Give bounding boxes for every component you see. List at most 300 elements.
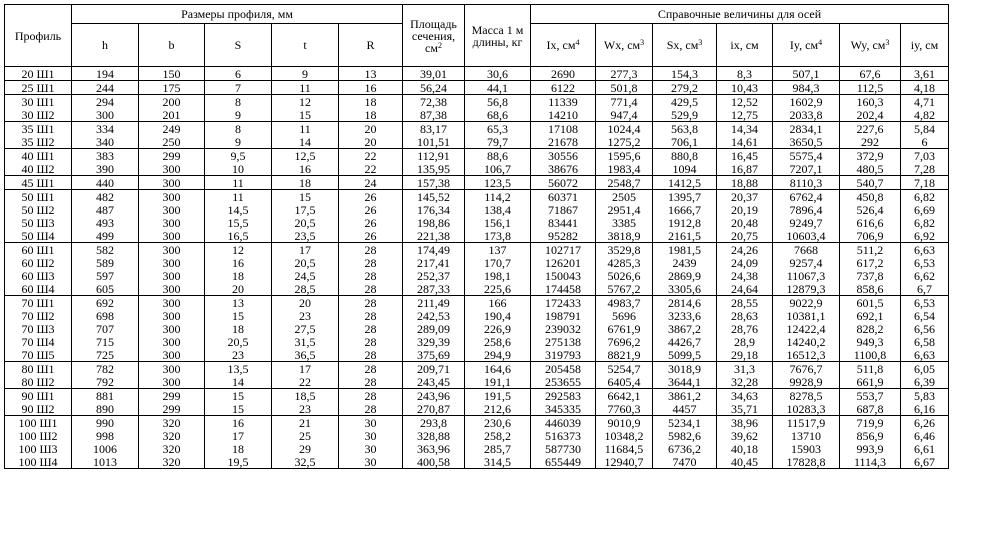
value-cell: 1666,7 (653, 203, 717, 216)
value-cell: 1412,5 (653, 176, 717, 190)
table-row (5, 335, 949, 348)
value-cell: 990 (72, 416, 139, 430)
value-cell: 11517,9 (773, 416, 840, 430)
value-cell: 258,2 (465, 429, 531, 442)
col-header-sup: 4 (575, 38, 580, 47)
value-cell: 18 (339, 95, 403, 109)
value-cell: 480,5 (840, 162, 901, 176)
value-cell: 28 (339, 389, 403, 403)
profile-cell: 60 Ш4 (5, 282, 72, 296)
value-cell: 209,71 (403, 362, 465, 376)
value-cell: 14210 (531, 108, 596, 122)
value-cell: 10283,3 (773, 402, 840, 416)
value-cell: 375,69 (403, 348, 465, 362)
value-cell: 1595,6 (596, 149, 653, 163)
value-cell: 15 (205, 402, 272, 416)
value-cell: 7,03 (901, 149, 949, 163)
value-cell: 26 (339, 229, 403, 243)
value-cell: 858,6 (840, 282, 901, 296)
value-cell: 20 (339, 135, 403, 149)
value-cell: 88,6 (465, 149, 531, 163)
table-row (5, 442, 949, 455)
table-row (5, 176, 949, 190)
value-cell: 2505 (596, 190, 653, 204)
value-cell: 14240,2 (773, 335, 840, 348)
value-cell: 10381,1 (773, 309, 840, 322)
value-cell: 10603,4 (773, 229, 840, 243)
value-cell: 285,7 (465, 442, 531, 455)
value-cell: 450,8 (840, 190, 901, 204)
value-cell: 252,37 (403, 269, 465, 282)
value-cell: 553,7 (840, 389, 901, 403)
value-cell: 1912,8 (653, 216, 717, 229)
value-cell: 1094 (653, 162, 717, 176)
table-row (5, 429, 949, 442)
value-cell: 16 (339, 81, 403, 95)
value-cell: 18 (205, 442, 272, 455)
profile-cell: 80 Ш2 (5, 375, 72, 389)
value-cell: 3233,6 (653, 309, 717, 322)
value-cell: 150043 (531, 269, 596, 282)
value-cell: 300 (139, 176, 205, 190)
value-cell: 17 (272, 243, 339, 257)
value-cell: 300 (139, 282, 205, 296)
table-row (5, 190, 949, 204)
value-cell: 1275,2 (596, 135, 653, 149)
value-cell: 289,09 (403, 322, 465, 335)
value-cell: 605 (72, 282, 139, 296)
col-header-wx (596, 24, 653, 67)
value-cell: 5575,4 (773, 149, 840, 163)
value-cell: 8278,5 (773, 389, 840, 403)
col-header-h (72, 24, 139, 67)
area-sup: 2 (437, 40, 442, 50)
value-cell: 4426,7 (653, 335, 717, 348)
value-cell: 137 (465, 243, 531, 257)
value-cell: 56,8 (465, 95, 531, 109)
profile-cell: 25 Ш1 (5, 81, 72, 95)
value-cell: 15 (272, 108, 339, 122)
value-cell: 279,2 (653, 81, 717, 95)
value-cell: 30 (339, 455, 403, 469)
col-header-iy (773, 24, 840, 67)
value-cell: 14,5 (205, 203, 272, 216)
value-cell: 9022,9 (773, 296, 840, 310)
table-row (5, 135, 949, 149)
value-cell: 5026,6 (596, 269, 653, 282)
value-cell: 737,8 (840, 269, 901, 282)
value-cell: 320 (139, 429, 205, 442)
value-cell: 2161,5 (653, 229, 717, 243)
value-cell: 24,09 (717, 256, 773, 269)
value-cell: 7,18 (901, 176, 949, 190)
table-row (5, 402, 949, 416)
value-cell: 156,1 (465, 216, 531, 229)
value-cell: 14 (205, 375, 272, 389)
value-cell: 6,63 (901, 348, 949, 362)
value-cell: 194 (72, 67, 139, 81)
value-cell: 24,64 (717, 282, 773, 296)
value-cell: 198791 (531, 309, 596, 322)
value-cell: 101,51 (403, 135, 465, 149)
table-row (5, 322, 949, 335)
value-cell: 36,5 (272, 348, 339, 362)
value-cell: 8 (205, 95, 272, 109)
value-cell: 15 (205, 389, 272, 403)
value-cell: 25 (272, 429, 339, 442)
value-cell: 9249,7 (773, 216, 840, 229)
value-cell: 174458 (531, 282, 596, 296)
value-cell: 998 (72, 429, 139, 442)
value-cell: 22 (339, 162, 403, 176)
value-cell: 10348,2 (596, 429, 653, 442)
value-cell: 112,91 (403, 149, 465, 163)
profile-cell: 70 Ш3 (5, 322, 72, 335)
value-cell: 4285,3 (596, 256, 653, 269)
value-cell: 79,7 (465, 135, 531, 149)
value-cell: 3650,5 (773, 135, 840, 149)
value-cell: 205458 (531, 362, 596, 376)
value-cell: 1395,7 (653, 190, 717, 204)
value-cell: 166 (465, 296, 531, 310)
profile-cell: 70 Ш4 (5, 335, 72, 348)
profile-cell: 100 Ш2 (5, 429, 72, 442)
value-cell: 23 (205, 348, 272, 362)
value-cell: 126201 (531, 256, 596, 269)
col-header-ix (531, 24, 596, 67)
value-cell: 32,5 (272, 455, 339, 469)
value-cell: 170,7 (465, 256, 531, 269)
value-cell: 102717 (531, 243, 596, 257)
value-cell: 725 (72, 348, 139, 362)
value-cell: 12 (205, 243, 272, 257)
value-cell: 4,18 (901, 81, 949, 95)
value-cell: 707 (72, 322, 139, 335)
value-cell: 21 (272, 416, 339, 430)
value-cell: 221,38 (403, 229, 465, 243)
value-cell: 7896,4 (773, 203, 840, 216)
profile-cell: 50 Ш4 (5, 229, 72, 243)
value-cell: 9,5 (205, 149, 272, 163)
value-cell: 300 (139, 190, 205, 204)
value-cell: 984,3 (773, 81, 840, 95)
value-cell: 176,34 (403, 203, 465, 216)
profile-cell: 60 Ш2 (5, 256, 72, 269)
value-cell: 429,5 (653, 95, 717, 109)
value-cell: 135,95 (403, 162, 465, 176)
value-cell: 7,28 (901, 162, 949, 176)
profile-cell: 35 Ш2 (5, 135, 72, 149)
value-cell: 300 (139, 375, 205, 389)
value-cell: 540,7 (840, 176, 901, 190)
value-cell: 687,8 (840, 402, 901, 416)
profile-table (4, 4, 949, 469)
value-cell: 123,5 (465, 176, 531, 190)
profile-cell: 30 Ш2 (5, 108, 72, 122)
value-cell: 28 (339, 256, 403, 269)
value-cell: 3018,9 (653, 362, 717, 376)
profile-cell: 90 Ш2 (5, 402, 72, 416)
value-cell: 446039 (531, 416, 596, 430)
value-cell: 6642,1 (596, 389, 653, 403)
value-cell: 300 (139, 229, 205, 243)
table-row (5, 296, 949, 310)
value-cell: 226,9 (465, 322, 531, 335)
value-cell: 1006 (72, 442, 139, 455)
value-cell: 18 (339, 108, 403, 122)
value-cell: 2690 (531, 67, 596, 81)
value-cell: 17 (272, 362, 339, 376)
value-cell: 529,9 (653, 108, 717, 122)
value-cell: 249 (139, 122, 205, 136)
value-cell: 244 (72, 81, 139, 95)
profile-cell: 100 Ш4 (5, 455, 72, 469)
value-cell: 589 (72, 256, 139, 269)
value-cell: 6,56 (901, 322, 949, 335)
value-cell: 300 (139, 296, 205, 310)
value-cell: 201 (139, 108, 205, 122)
value-cell: 23 (272, 402, 339, 416)
value-cell: 4,82 (901, 108, 949, 122)
value-cell: 16,5 (205, 229, 272, 243)
value-cell: 20,19 (717, 203, 773, 216)
value-cell: 19,5 (205, 455, 272, 469)
value-cell: 24 (339, 176, 403, 190)
col-header-label: Wy, см (850, 38, 886, 52)
value-cell: 20 (272, 296, 339, 310)
profile-cell: 50 Ш2 (5, 203, 72, 216)
value-cell: 516373 (531, 429, 596, 442)
value-cell: 26 (339, 216, 403, 229)
value-cell: 300 (139, 243, 205, 257)
value-cell: 9 (272, 67, 339, 81)
value-cell: 16 (205, 416, 272, 430)
value-cell: 6405,4 (596, 375, 653, 389)
value-cell: 6,82 (901, 216, 949, 229)
col-header-label: ix, см (730, 38, 759, 52)
value-cell: 20,5 (272, 216, 339, 229)
value-cell: 314,5 (465, 455, 531, 469)
value-cell: 175 (139, 81, 205, 95)
value-cell: 8,3 (717, 67, 773, 81)
value-cell: 160,3 (840, 95, 901, 109)
value-cell: 300 (139, 348, 205, 362)
value-cell: 13,5 (205, 362, 272, 376)
value-cell: 30,6 (465, 67, 531, 81)
value-cell: 2548,7 (596, 176, 653, 190)
value-cell: 482 (72, 190, 139, 204)
col-header-label: Wx, см (603, 38, 641, 52)
value-cell: 14 (272, 135, 339, 149)
value-cell: 7668 (773, 243, 840, 257)
value-cell: 300 (72, 108, 139, 122)
value-cell: 17 (205, 429, 272, 442)
value-cell: 3305,6 (653, 282, 717, 296)
value-cell: 363,96 (403, 442, 465, 455)
value-cell: 24,26 (717, 243, 773, 257)
value-cell: 3,61 (901, 67, 949, 81)
value-cell: 56072 (531, 176, 596, 190)
value-cell: 880,8 (653, 149, 717, 163)
profile-cell: 50 Ш1 (5, 190, 72, 204)
value-cell: 20,5 (272, 256, 339, 269)
value-cell: 345335 (531, 402, 596, 416)
area-header (403, 5, 465, 67)
value-cell: 563,8 (653, 122, 717, 136)
value-cell: 18 (205, 322, 272, 335)
value-cell: 881 (72, 389, 139, 403)
value-cell: 230,6 (465, 416, 531, 430)
value-cell: 16512,3 (773, 348, 840, 362)
value-cell: 16,87 (717, 162, 773, 176)
value-cell: 18,88 (717, 176, 773, 190)
col-header-sup: 4 (818, 38, 823, 47)
value-cell: 12940,7 (596, 455, 653, 469)
value-cell: 5,83 (901, 389, 949, 403)
value-cell: 15,5 (205, 216, 272, 229)
profile-cell: 35 Ш1 (5, 122, 72, 136)
value-cell: 6,61 (901, 442, 949, 455)
value-cell: 20,75 (717, 229, 773, 243)
value-cell: 6 (205, 67, 272, 81)
col-header-s (205, 24, 272, 67)
value-cell: 6,58 (901, 335, 949, 348)
value-cell: 5696 (596, 309, 653, 322)
value-cell: 13 (205, 296, 272, 310)
value-cell: 6,63 (901, 243, 949, 257)
value-cell: 10,43 (717, 81, 773, 95)
profile-cell: 60 Ш1 (5, 243, 72, 257)
value-cell: 2814,6 (653, 296, 717, 310)
value-cell: 300 (139, 203, 205, 216)
value-cell: 227,6 (840, 122, 901, 136)
col-header-label: b (168, 38, 175, 52)
value-cell: 4457 (653, 402, 717, 416)
value-cell: 8821,9 (596, 348, 653, 362)
value-cell: 582 (72, 243, 139, 257)
value-cell: 7 (205, 81, 272, 95)
value-cell: 7696,2 (596, 335, 653, 348)
value-cell: 9010,9 (596, 416, 653, 430)
value-cell: 4983,7 (596, 296, 653, 310)
value-cell: 239032 (531, 322, 596, 335)
value-cell: 993,9 (840, 442, 901, 455)
value-cell: 28 (339, 322, 403, 335)
value-cell: 320 (139, 442, 205, 455)
value-cell: 14,34 (717, 122, 773, 136)
value-cell: 60371 (531, 190, 596, 204)
value-cell: 172433 (531, 296, 596, 310)
value-cell: 319793 (531, 348, 596, 362)
value-cell: 191,1 (465, 375, 531, 389)
table-row (5, 95, 949, 109)
profile-cell: 30 Ш1 (5, 95, 72, 109)
value-cell: 11 (205, 190, 272, 204)
value-cell: 30 (339, 429, 403, 442)
value-cell: 28 (339, 362, 403, 376)
profile-cell: 100 Ш1 (5, 416, 72, 430)
value-cell: 11684,5 (596, 442, 653, 455)
value-cell: 28 (339, 402, 403, 416)
col-header-iy-radius (901, 24, 949, 67)
table-row (5, 229, 949, 243)
value-cell: 293,8 (403, 416, 465, 430)
value-cell: 8110,3 (773, 176, 840, 190)
value-cell: 65,3 (465, 122, 531, 136)
value-cell: 27,5 (272, 322, 339, 335)
value-cell: 217,41 (403, 256, 465, 269)
value-cell: 30556 (531, 149, 596, 163)
col-header-label: Iy, см (789, 38, 819, 52)
value-cell: 16 (205, 256, 272, 269)
value-cell: 56,24 (403, 81, 465, 95)
value-cell: 771,4 (596, 95, 653, 109)
value-cell: 24,38 (717, 269, 773, 282)
value-cell: 28,9 (717, 335, 773, 348)
value-cell: 22 (339, 149, 403, 163)
table-row (5, 67, 949, 81)
value-cell: 18,5 (272, 389, 339, 403)
value-cell: 5,84 (901, 122, 949, 136)
value-cell: 6,16 (901, 402, 949, 416)
value-cell: 12,5 (272, 149, 339, 163)
profile-cell: 70 Ш5 (5, 348, 72, 362)
value-cell: 28 (339, 335, 403, 348)
value-cell: 31,5 (272, 335, 339, 348)
profile-cell: 100 Ш3 (5, 442, 72, 455)
value-cell: 22 (272, 375, 339, 389)
table-row (5, 243, 949, 257)
value-cell: 328,88 (403, 429, 465, 442)
value-cell: 300 (139, 162, 205, 176)
value-cell: 28 (339, 375, 403, 389)
value-cell: 20 (339, 122, 403, 136)
value-cell: 300 (139, 335, 205, 348)
value-cell: 715 (72, 335, 139, 348)
value-cell: 23 (272, 309, 339, 322)
value-cell: 692,1 (840, 309, 901, 322)
value-cell: 706,1 (653, 135, 717, 149)
value-cell: 11 (205, 176, 272, 190)
value-cell: 3818,9 (596, 229, 653, 243)
value-cell: 198,86 (403, 216, 465, 229)
value-cell: 87,38 (403, 108, 465, 122)
value-cell: 511,8 (840, 362, 901, 376)
value-cell: 157,38 (403, 176, 465, 190)
value-cell: 173,8 (465, 229, 531, 243)
value-cell: 300 (139, 309, 205, 322)
value-cell: 20,5 (205, 335, 272, 348)
value-cell: 18 (205, 269, 272, 282)
value-cell: 7207,1 (773, 162, 840, 176)
value-cell: 6,05 (901, 362, 949, 376)
value-cell: 95282 (531, 229, 596, 243)
value-cell: 587730 (531, 442, 596, 455)
value-cell: 12879,3 (773, 282, 840, 296)
value-cell: 782 (72, 362, 139, 376)
value-cell: 287,33 (403, 282, 465, 296)
profile-cell: 40 Ш2 (5, 162, 72, 176)
value-cell: 2033,8 (773, 108, 840, 122)
value-cell: 12 (272, 95, 339, 109)
value-cell: 3529,8 (596, 243, 653, 257)
value-cell: 320 (139, 455, 205, 469)
value-cell: 275138 (531, 335, 596, 348)
value-cell: 5099,5 (653, 348, 717, 362)
value-cell: 28 (339, 296, 403, 310)
ref-group-header: Справочные величины для осей (531, 5, 949, 24)
col-header-r (339, 24, 403, 67)
